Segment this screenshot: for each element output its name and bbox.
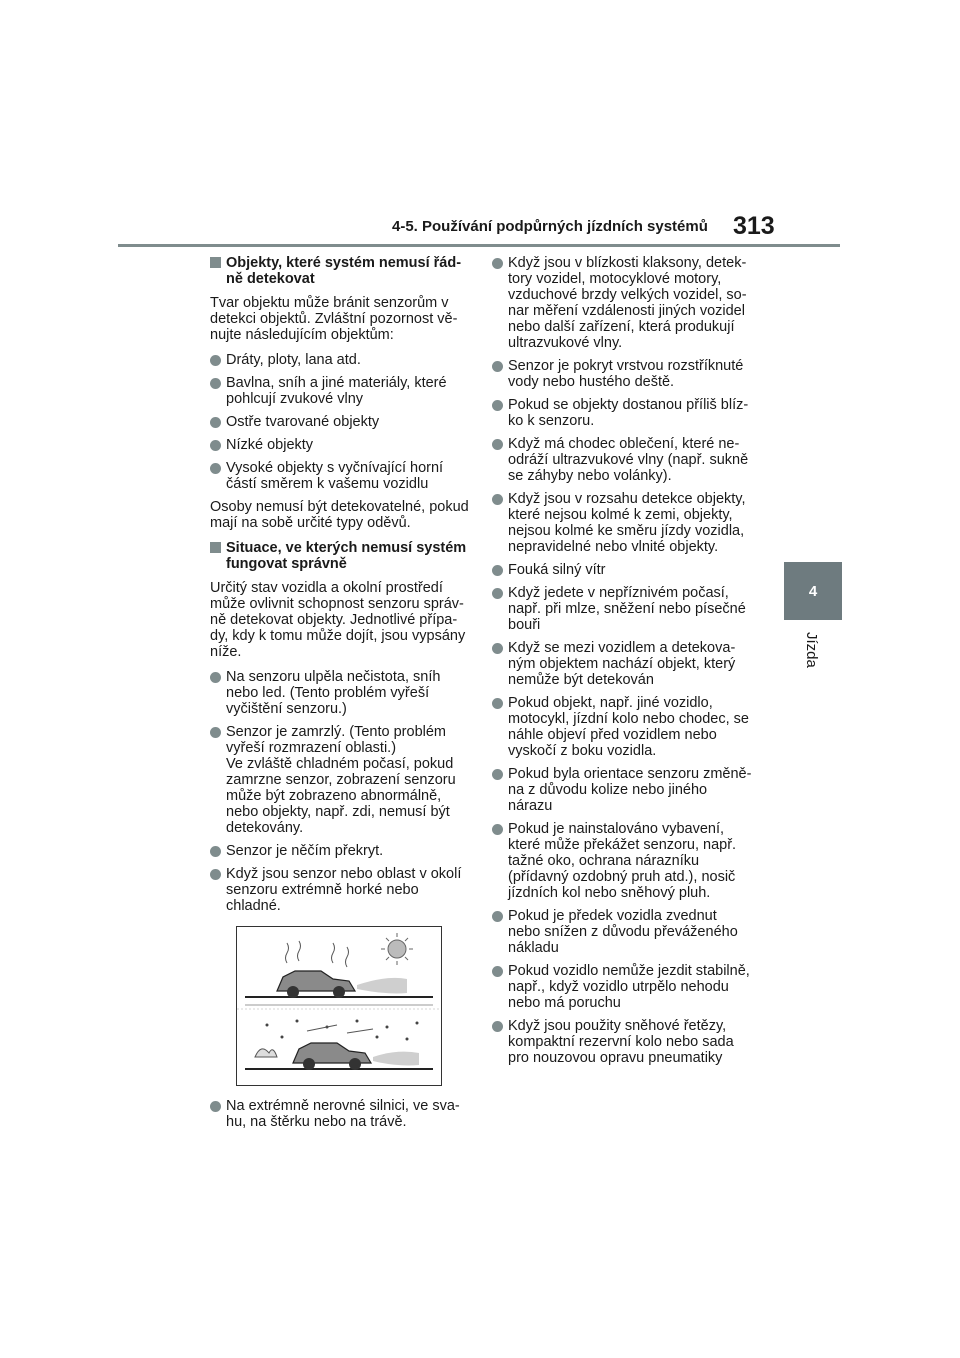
round-bullet-icon	[492, 698, 503, 709]
list-item: Když jsou v rozsahu detekce objekty, které nejsou kolmé k zemi, objekty, nejsou kolmé ke směru jízdy vozidla, nepravidelné nebo vlnité objekty.	[492, 491, 752, 555]
list-item: Když jsou použity sněhové řetězy, kompaktní rezervní kolo nebo sada pro nouzovou opravu pneumatiky	[492, 1018, 752, 1066]
running-header-title: 4-5. Používání podpůrných jízdních systémů	[392, 218, 708, 235]
list-item: Na extrémně nerovné silnici, ve svahu, na štěrku nebo na trávě.	[210, 1098, 470, 1130]
list-item: Pokud objekt, např. jiné vozidlo, motocykl, jízdní kolo nebo chodec, se náhle objeví před vozidlem nebo vyskočí z boku vozidla.	[492, 695, 752, 759]
list-item: Bavlna, sníh a jiné materiály, které pohlcují zvukové vlny	[210, 375, 470, 407]
left-column	[210, 255, 470, 1137]
round-bullet-icon	[210, 378, 221, 389]
round-bullet-icon	[492, 494, 503, 505]
list-item: Senzor je něčím překryt.	[210, 843, 470, 859]
round-bullet-icon	[492, 769, 503, 780]
round-bullet-icon	[492, 258, 503, 269]
list-item: Senzor je pokryt vrstvou rozstříknuté vody nebo hustého deště.	[492, 358, 752, 390]
round-bullet-icon	[492, 439, 503, 450]
wheel	[303, 1058, 315, 1070]
heat-waves	[286, 941, 349, 967]
round-bullet-icon	[210, 463, 221, 474]
list-item: Když jedete v nepříznivém počasí, např. při mlze, sněžení nebo písečné bouři	[492, 585, 752, 633]
list-item: Na senzoru ulpěla nečistota, sníh nebo led. (Tento problém vyřeší vyčištění senzoru.)	[210, 669, 470, 717]
chapter-tab: 4	[784, 562, 842, 620]
round-bullet-icon	[492, 643, 503, 654]
round-bullet-icon	[492, 911, 503, 922]
list-item: Nízké objekty	[210, 437, 470, 453]
list-item: Pokud je nainstalováno vybavení, které může překážet senzoru, např. tažné oko, ochrana nárazníku (přídavný ozdobný pruh atd.), nosič jízdních kol nebo sněhový pluh.	[492, 821, 752, 901]
wheel	[349, 1058, 361, 1070]
round-bullet-icon	[492, 361, 503, 372]
list-item: Když se mezi vozidlem a detekovaným objektem nachází objekt, který nemůže být detekován	[492, 640, 752, 688]
snow-figure	[255, 1049, 277, 1057]
section-heading: Objekty, které systém nemusí řádně detekovat	[210, 255, 470, 287]
list-item: Vysoké objekty s vyčnívající horní částí směrem k vašemu vozidlu	[210, 460, 470, 492]
list-item: Pokud byla orientace senzoru změněna z důvodu kolize nebo jiného nárazu	[492, 766, 752, 814]
round-bullet-icon	[210, 1101, 221, 1112]
round-bullet-icon	[492, 1021, 503, 1032]
square-bullet-icon	[210, 542, 221, 553]
right-column	[492, 255, 752, 1073]
sun-icon	[388, 940, 406, 958]
round-bullet-icon	[210, 846, 221, 857]
list-item: Pokud vozidlo nemůže jezdit stabilně, např., když vozidlo utrpělo nehodu nebo má poruchu	[492, 963, 752, 1011]
wind-lines	[307, 1025, 373, 1033]
header-divider	[118, 244, 840, 247]
section-heading: Situace, ve kterých nemusí systém fungovat správně	[210, 540, 470, 572]
round-bullet-icon	[492, 588, 503, 599]
section-intro: Tvar objektu může bránit senzorům v detekci objektů. Zvláštní pozornost věnujte následujícím objektům:	[210, 295, 458, 343]
chapter-side-label: Jízda	[803, 632, 820, 668]
round-bullet-icon	[210, 417, 221, 428]
list-item: Když má chodec oblečení, které neodráží ultrazvukové vlny (např. sukně se záhyby nebo volánky).	[492, 436, 752, 484]
list-item: Pokud se objekty dostanou příliš blízko k senzoru.	[492, 397, 752, 429]
list-item: Ostře tvarované objekty	[210, 414, 470, 430]
illustration-hot-cold-sensor	[236, 926, 442, 1086]
round-bullet-icon	[210, 355, 221, 366]
round-bullet-icon	[492, 824, 503, 835]
illustration-svg	[237, 927, 441, 1085]
list-item: Senzor je zamrzlý. (Tento problém vyřeší rozmrazení oblasti.) Ve zvláště chladném počasí, pokud zamrzne senzor, zobrazení senzoru může být zobrazeno abnormálně, nebo objekty, např. zdi, nemusí být detekovány.	[210, 724, 470, 836]
round-bullet-icon	[492, 400, 503, 411]
list-item: Dráty, ploty, lana atd.	[210, 352, 470, 368]
list-item: Pokud je předek vozidla zvednut nebo snížen z důvodu převáženého nákladu	[492, 908, 752, 956]
round-bullet-icon	[210, 727, 221, 738]
page-number: 313	[733, 212, 775, 240]
round-bullet-icon	[492, 966, 503, 977]
list-item: Když jsou senzor nebo oblast v okolí senzoru extrémně horké nebo chladné.	[210, 866, 470, 914]
round-bullet-icon	[210, 869, 221, 880]
list-item: Když jsou v blízkosti klaksony, detektory vozidel, motocyklové motory, vzduchové brzdy velkých vozidel, sonar měření vzdálenosti jiných vozidel nebo další zařízení, která produkují ultrazvukové vlny.	[492, 255, 752, 351]
wheel	[287, 986, 299, 998]
section-intro: Určitý stav vozidla a okolní prostředí může ovlivnit schopnost senzoru správně detekovat objekty. Jednotlivé případy, kdy k tomu může dojít, jsou vypsány níže.	[210, 580, 466, 660]
round-bullet-icon	[210, 672, 221, 683]
wheel	[333, 986, 345, 998]
sensor-wave	[357, 978, 407, 994]
snowflakes	[266, 1020, 419, 1041]
section-note: Osoby nemusí být detekovatelné, pokud mají na sobě určité typy oděvů.	[210, 499, 469, 531]
sensor-wave	[373, 1052, 419, 1066]
list-item: Fouká silný vítr	[492, 562, 752, 578]
square-bullet-icon	[210, 257, 221, 268]
round-bullet-icon	[492, 565, 503, 576]
round-bullet-icon	[210, 440, 221, 451]
